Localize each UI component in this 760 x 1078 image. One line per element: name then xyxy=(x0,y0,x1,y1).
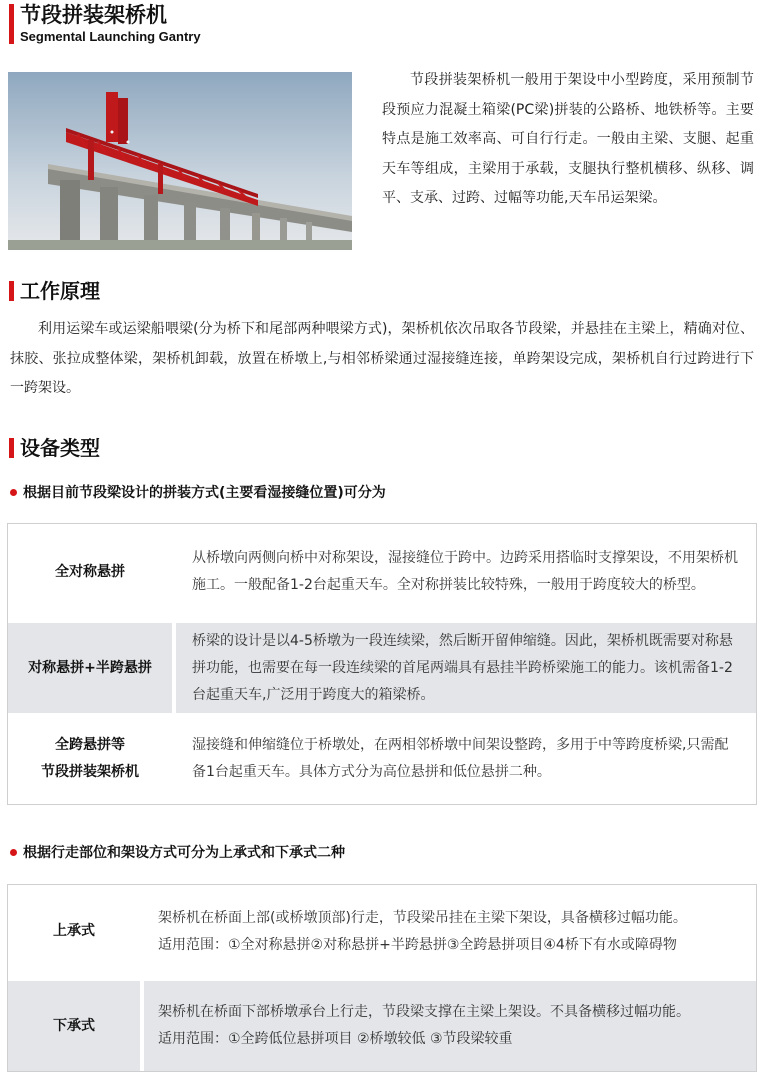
page-subtitle: Segmental Launching Gantry xyxy=(20,29,201,44)
gantry-photo xyxy=(8,72,352,250)
page-title: 节段拼装架桥机 xyxy=(20,3,167,27)
types-heading: 设备类型 xyxy=(20,436,100,460)
type-name: 下承式 xyxy=(8,981,140,1071)
bullet-dot-icon xyxy=(10,489,17,496)
type-name: 上承式 xyxy=(53,923,95,939)
principle-heading: 工作原理 xyxy=(20,279,100,303)
bullet-text: 根据目前节段梁设计的拼装方式(主要看湿接缝位置)可分为 xyxy=(23,485,386,501)
type-name: 全跨悬拼等 节段拼装架桥机 xyxy=(41,736,139,780)
intro-paragraph: 节段拼装架桥机一般用于架设中小型跨度，采用预制节段预应力混凝土箱梁(PC梁)拼装的公路桥、地铁桥等。主要特点是施工效率高、可自行行走。一般由主梁、支腿、起重天车等组成，主梁用于承载，支腿执行整机横移、纵移、调平、支承、过跨、过幅等功能,天车吊运架梁。 xyxy=(382,72,754,206)
type-description: 架桥机在桥面下部桥墩承台上行走，节段梁支撑在主梁上架设。不具备横移过幅功能。 适用范围：①全跨低位悬拼项目 ②桥墩较低 ③节段梁较重 xyxy=(144,981,756,1071)
table-row xyxy=(8,713,756,804)
bullet-dot-icon xyxy=(10,849,17,856)
table-row xyxy=(8,623,756,713)
bullet-splicing-method xyxy=(10,482,386,502)
type-name: 全对称悬拼 xyxy=(55,563,125,580)
type-description: 湿接缝和伸缩缝位于桥墩处，在两相邻桥墩中间架设整跨，多用于中等跨度桥梁,只需配备1台起重天车。具体方式分为高位悬拼和低位悬拼二种。 xyxy=(192,736,729,780)
type-description: 架桥机在桥面上部(或桥墩顶部)行走，节段梁吊挂在主梁下架设，具备横移过幅功能。 适用范围：①全对称悬拼②对称悬拼+半跨悬拼③全跨悬拼项目④4桥下有水或障碍物 xyxy=(158,909,687,953)
type-description: 从桥墩向两侧向桥中对称架设，湿接缝位于跨中。边跨采用搭临时支撑架设，不用架桥机施工。一般配备1-2台起重天车。全对称拼装比较特殊，一般用于跨度较大的桥型。 xyxy=(192,550,738,593)
bullet-text: 根据行走部位和架设方式可分为上承式和下承式二种 xyxy=(23,845,345,861)
type-description: 桥梁的设计是以4-5桥墩为一段连续梁，然后断开留伸缩缝。因此，架桥机既需要对称悬拼功能，也需要在每一段连续梁的首尾两端具有悬挂半跨桥梁施工的能力。该机需备1-2台起重天车,广泛用于跨度大的箱梁桥。 xyxy=(176,623,756,713)
splicing-types-table xyxy=(7,523,757,805)
bullet-walking-method xyxy=(10,842,345,862)
support-types-table xyxy=(7,884,757,1072)
principle-accent-bar xyxy=(9,281,14,301)
table-row xyxy=(8,885,756,978)
table-row xyxy=(8,981,756,1071)
types-accent-bar xyxy=(9,438,14,458)
header-accent-bar xyxy=(9,4,14,44)
principle-paragraph: 利用运梁车或运梁船喂梁(分为桥下和尾部两种喂梁方式)，架桥机依次吊取各节段梁，并悬挂在主梁上，精确对位、抹胶、张拉成整体梁，架桥机卸载，放置在桥墩上,与相邻桥梁通过湿接缝连接，单跨架设完成，架桥机自行过跨进行下一跨架设。 xyxy=(10,321,754,396)
type-name: 对称悬拼+半跨悬拼 xyxy=(8,623,172,713)
table-row xyxy=(8,524,756,620)
